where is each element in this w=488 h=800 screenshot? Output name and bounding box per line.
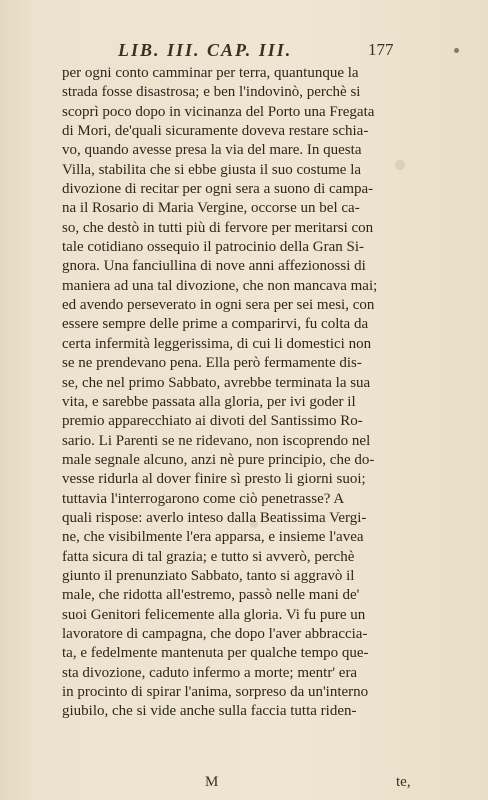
text-line: divozione di recitar per ogni sera a suono di campa- <box>62 181 374 198</box>
ink-dot <box>454 48 459 53</box>
body-text <box>62 64 432 764</box>
text-line: premio apparecchiato ai divoti del Santissimo Ro- <box>62 413 363 430</box>
text-line: per ogni conto camminar per terra, quantunque la <box>62 65 359 81</box>
text-line: maniera ad una tal divozione, che non mancava mai; <box>62 277 378 294</box>
text-line: giunto il prenunziato Sabbato, tanto si aggravò il <box>62 567 355 584</box>
text-line: di Mori, de'quali sicuramente doveva restare schia- <box>62 123 369 140</box>
text-line: se, che nel primo Sabbato, avrebbe terminata la sua <box>62 374 371 391</box>
text-line: sario. Li Parenti se ne ridevano, non iscoprendo nel <box>62 432 371 449</box>
text-line: tale cotidiano ossequio il patrocinio della Gran Si- <box>62 239 365 256</box>
text-line: gnora. Una fanciullina di nove anni affezionossi di <box>62 258 366 275</box>
text-line: certa infermità leggerissima, di cui li domestici non <box>62 335 372 352</box>
text-line: lavoratore di campagna, che dopo l'aver abbraccia- <box>62 625 368 642</box>
text-line: Villa, stabilita che si ebbe giusta il suo costume la <box>62 161 362 178</box>
text-line: male, che ridotta all'estremo, passò nelle mani de' <box>62 587 360 604</box>
text-line: vesse ridurla al dover finire sì presto li giorni suoi; <box>62 471 366 488</box>
text-line: essere sempre delle prime a comparirvi, fu colta da <box>62 316 369 333</box>
text-line: giubilo, che si vide anche sulla faccia tutta riden- <box>62 703 357 720</box>
text-line: male segnale alcuno, anzi nè pure principio, che do- <box>62 451 375 468</box>
text-line: in procinto di spirar l'anima, sorpreso da un'interno <box>62 684 369 700</box>
text-line: fatta sicura di tal grazia; e tutto si avverò, perchè <box>62 548 355 565</box>
signature-mark: M <box>205 774 219 790</box>
page-header <box>0 40 488 66</box>
text-line: vo, quando avesse presa la via del mare. In questa <box>62 142 362 159</box>
text-line: ne, che visibilmente l'era apparsa, e insieme l'avea <box>62 529 364 546</box>
text-line: so, che destò in tutti più di fervore per meritarsi con <box>62 219 374 236</box>
text-line: ta, e fedelmente mantenuta per qualche tempo que- <box>62 645 369 662</box>
catchword: te, <box>396 774 411 790</box>
page-footer <box>0 774 488 794</box>
text-line: scoprì poco dopo in vicinanza del Porto una Fregata <box>62 103 375 120</box>
text-line: se ne prendevano pena. Ella però fermamente dis- <box>62 355 362 372</box>
text-line: tuttavia l'interrogarono come ciò penetrasse? A <box>62 490 345 507</box>
text-line: quali rispose: averlo inteso dalla Beatissima Vergi- <box>62 509 367 526</box>
page-number: 177 <box>368 40 394 59</box>
text-line: strada fosse disastrosa; e ben l'indovinò, perchè si <box>62 84 361 101</box>
text-line: na il Rosario di Maria Vergine, occorse un bel ca- <box>62 200 360 217</box>
text-line: ed avendo perseverato in ogni sera per sei mesi, con <box>62 297 375 314</box>
text-line: vita, e sarebbe passata alla gloria, per ivi goder il <box>62 393 356 410</box>
running-head: LIB. III. CAP. III. <box>118 40 293 60</box>
text-line: sta divozione, caduto infermo a morte; mentr' era <box>62 664 358 681</box>
text-line: suoi Genitori felicemente alla gloria. Vi fu pure un <box>62 606 366 623</box>
